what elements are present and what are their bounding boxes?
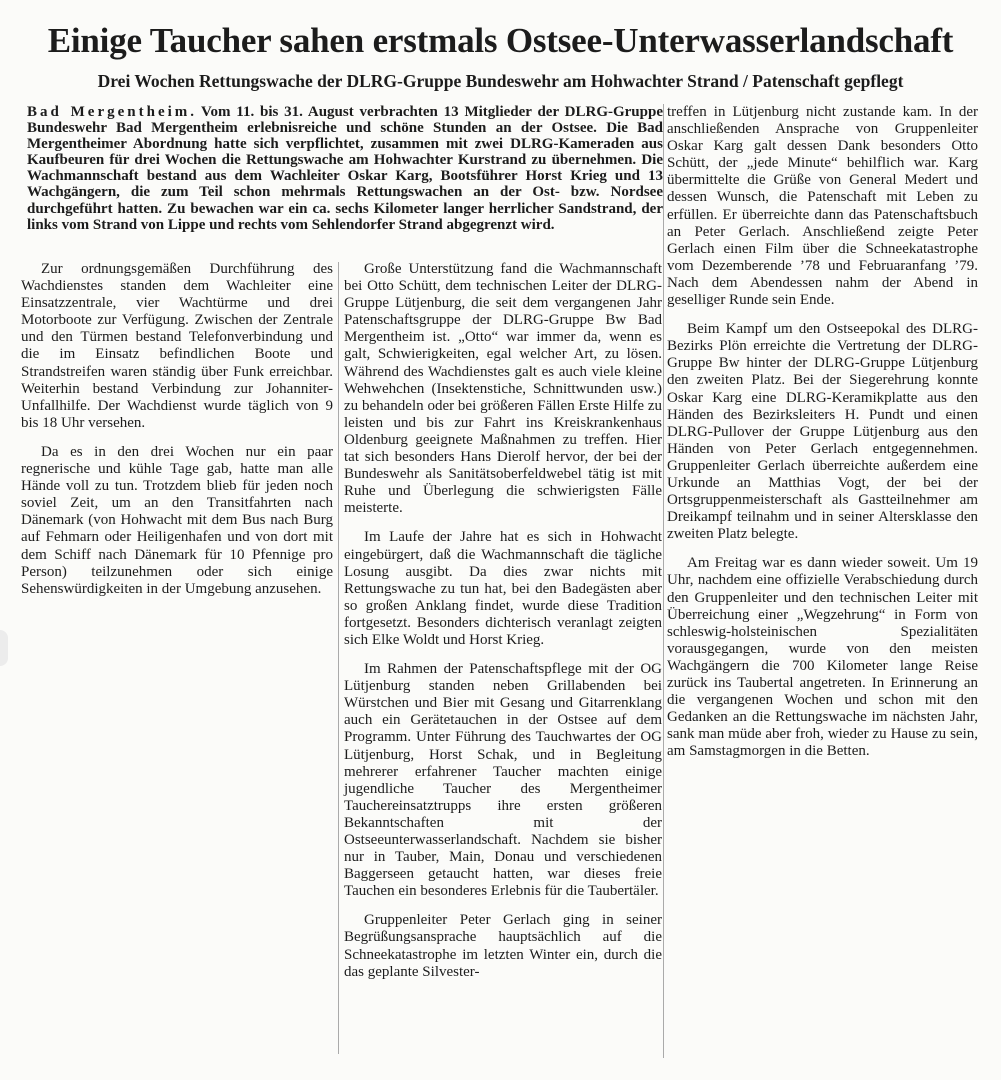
paragraph: Da es in den drei Wochen nur ein paar regnerische und kühle Tage gab, hatte man alle Hände voll zu tun. Trotzdem blieb für jeden noch soviel Zeit, um an den Transitfahrten nach Dänemark (von Hohwacht mit dem Bus nach Burg auf Fehmarn oder Heiligenhafen und von dort mit dem Schiff nach Dänemark für 10 Pfennige pro Person) teilzunehmen oder sich einige Sehenswürdigkeiten in der Umgebung anzusehen. bbox=[21, 443, 333, 597]
column-divider bbox=[338, 262, 339, 1054]
dateline: Bad Mergentheim. bbox=[27, 104, 198, 120]
article-headline: Einige Taucher sahen erstmals Ostsee-Unterwasserlandschaft bbox=[47, 21, 954, 60]
article-subheadline: Drei Wochen Rettungswache der DLRG-Gruppe Bundeswehr am Hohwachter Strand / Patenschaft gepflegt bbox=[97, 71, 904, 91]
text-column-1 bbox=[21, 261, 333, 610]
text-column-3 bbox=[667, 104, 978, 772]
paragraph: Große Unterstützung fand die Wachmannschaft bei Otto Schütt, dem technischen Leiter der DLRG-Gruppe Lütjenburg, die seit dem vergangenen Jahr Patenschaftsgruppe der DLRG-Gruppe Bw Bad Mergentheim ist. „Otto“ war immer da, wenn es galt, Schwierigkeiten, egal welcher Art, zu lösen. Während des Wachdienstes galt es auch viele kleine Wehwehchen (Insektenstiche, Schnittwunden usw.) zu behandeln oder bei größeren Fällen Erste Hilfe zu leisten und bis zur Fahrt ins Kreiskrankenhaus Oldenburg geeignete Maßnahmen zu treffen. Hier tat sich besonders Hans Dierolf hervor, der bei der Bundeswehr als Sanitätsoberfeldwebel tätig ist mit Ruhe und Überlegung die schwierigsten Fälle meisterte. bbox=[344, 261, 662, 517]
paragraph: Im Rahmen der Patenschaftspflege mit der OG Lütjenburg standen neben Grillabenden bei Würstchen und Bier mit Gesang und Gitarrenklang auch ein Gerätetauchen in der Ostsee auf dem Programm. Unter Führung des Tauchwartes der OG Lütjenburg, Horst Schak, und in Begleitung mehrerer erfahrener Taucher machten einige jugendliche Taucher des Mergentheimer Tauchereinsatztrupps ihre ersten größeren Bekanntschaften mit der Ostseeunterwasserlandschaft. Nachdem sie bisher nur in Tauber, Main, Donau und verschiedenen Baggerseen getaucht hatten, war dieses freie Tauchen ein besonderes Erlebnis für die Taubertäler. bbox=[344, 661, 662, 900]
paragraph: Gruppenleiter Peter Gerlach ging in seiner Begrüßungsansprache hauptsächlich auf die Schneekatastrophe im letzten Winter ein, durch die das geplante Silvester- bbox=[344, 912, 662, 980]
lead-text: Vom 11. bis 31. August verbrachten 13 Mitglieder der DLRG-Gruppe Bundeswehr Bad Mergentheim erlebnisreiche und schöne Stunden an der Ostsee. Die Bad Mergentheimer Abordnung hatte sich verpflichtet, zusammen mit zwei DLRG-Kameraden aus Kaufbeuren für drei Wochen die Rettungswache am Hohwachter Kurstrand zu übernehmen. Die Wachmannschaft bestand aus dem Wachleiter Oskar Karg, Bootsführer Horst Krieg und 13 Wachgängern, die zum Teil schon mehrmals Rettungswachen an der Ost- bzw. Nordsee durchgeführt hatten. Zu bewachen war ein ca. sechs Kilometer langer herrlicher Sandstrand, der links vom Strand von Lippe und rechts vom Sehlendorfer Strand abgegrenzt wird. bbox=[27, 104, 663, 233]
paragraph: Zur ordnungsgemäßen Durchführung des Wachdienstes standen dem Wachleiter eine Einsatzzentrale, vier Wachtürme und drei Motorboote zur Verfügung. Zwischen der Zentrale und den Türmen bestand Telefonverbindung und die im Einsatz befindlichen Boote und Strandstreifen waren ständig über Funk erreichbar. Weiterhin bestand Verbindung zur Johanniter-Unfallhilfe. Der Wachdienst wurde täglich von 9 bis 18 Uhr versehen. bbox=[21, 261, 333, 431]
paragraph: Am Freitag war es dann wieder soweit. Um 19 Uhr, nachdem eine offizielle Verabschiedung durch den Gruppenleiter und den technischen Leiter mit Überreichung einer „Wegzehrung“ in Form von schleswig-holsteinischen Spezialitäten vorausgegangen, wurde von den meisten Wachgängern die 700 Kilometer lange Reise zurück ins Taubertal angetreten. In Erinnerung an die vergangenen Wochen und schon mit den Gedanken an die Rettungswache im nächsten Jahr, sank man müde aber froh, wieder zu Hause zu sein, am Samstagmorgen in die Betten. bbox=[667, 555, 978, 760]
article-lead bbox=[27, 104, 663, 233]
scan-hole-punch-mark bbox=[0, 630, 8, 666]
paragraph: Beim Kampf um den Ostseepokal des DLRG-Bezirks Plön erreichte die Vertretung der DLRG-Gruppe Bw hinter der DLRG-Gruppe Lütjenburg den zweiten Platz. Bei der Siegerehrung konnte Oskar Karg eine DLRG-Keramikplatte aus den Händen des Bezirksleiters H. Pundt und einen DLRG-Pullover der Gruppe Lütjenburg aus den Händen von Peter Gerlach entgegennehmen. Gruppenleiter Gerlach überreichte außerdem eine Urkunde an Matthias Vogt, der bei der Ortsgruppenmeisterschaft als Gastteilnehmer am Dreikampf teilnahm und in seiner Altersklasse den zweiten Platz belegte. bbox=[667, 321, 978, 543]
paragraph: Im Laufe der Jahre hat es sich in Hohwacht eingebürgert, daß die Wachmannschaft die tägliche Losung ausgibt. Da dies zwar nichts mit Rettungswache zu tun hat, bei den Badegästen aber so großen Anklang findet, wurde diese Tradition fortgesetzt. Besonders dichterisch veranlagt zeigten sich Elke Woldt und Horst Krieg. bbox=[344, 529, 662, 648]
column-divider bbox=[663, 104, 664, 1058]
paragraph: treffen in Lütjenburg nicht zustande kam. In der anschließenden Ansprache von Gruppenleiter Oskar Karg galt dessen Dank besonders Otto Schütt, der „jede Minute“ behilflich war. Karg übermittelte die Grüße von General Medert und dessen Wunsch, die Patenschaft mit Leben zu erfüllen. Er überreichte dann das Patenschaftsbuch an Peter Gerlach. Anschließend zeigte Peter Gerlach einen Film über die Schneekatastrophe vom Dezemberende ’78 und Februaranfang ’79. Nach dem Abendessen nahm der Abend in geselliger Runde sein Ende. bbox=[667, 104, 978, 309]
text-column-2 bbox=[344, 261, 662, 993]
